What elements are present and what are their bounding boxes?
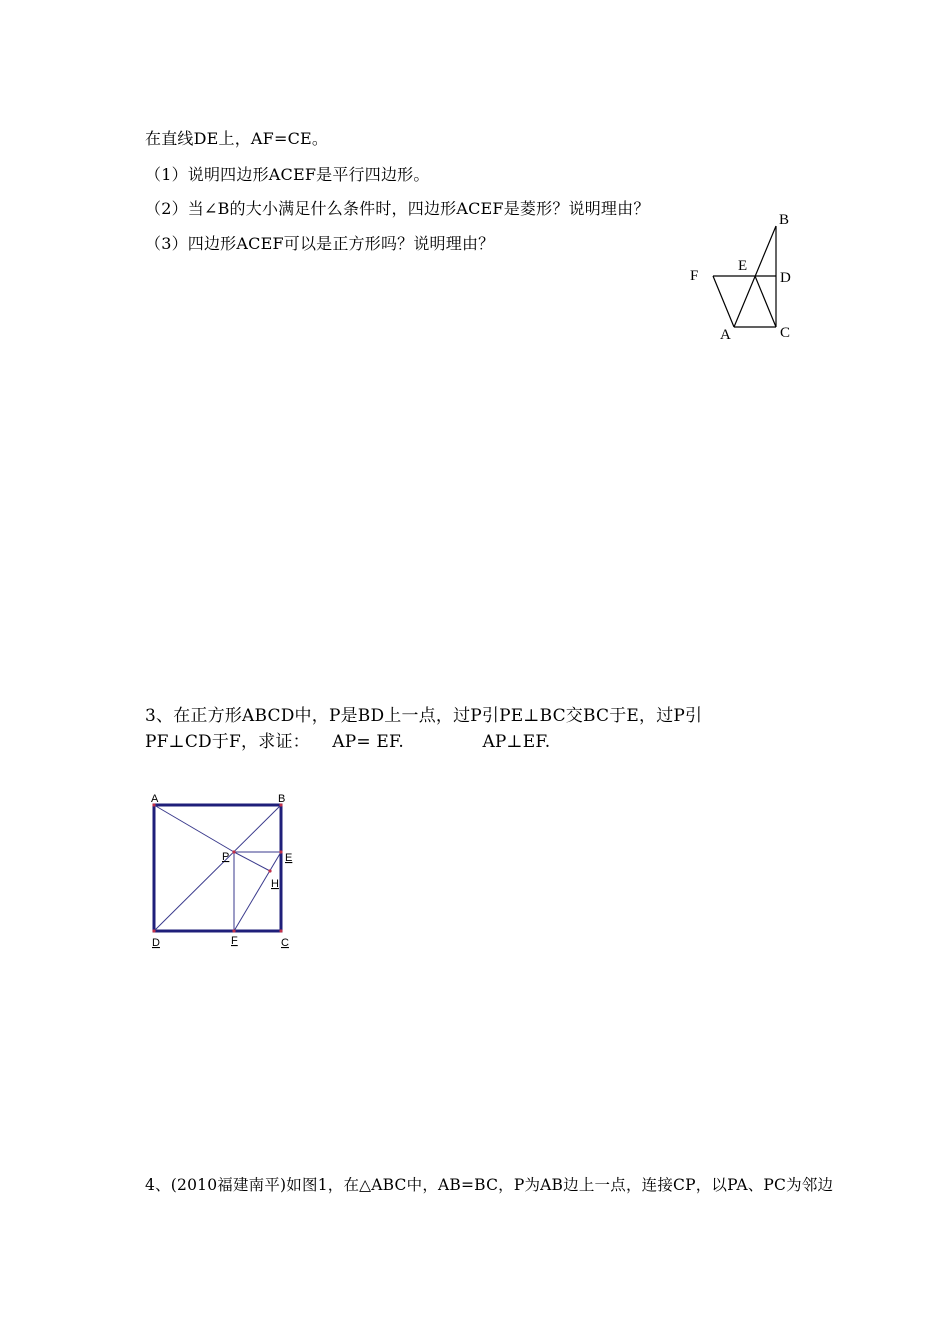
label-p: P xyxy=(222,851,230,863)
point-p xyxy=(232,850,235,853)
point-d xyxy=(152,929,155,932)
label-e: E xyxy=(738,258,748,274)
problem2-question-1: （1）说明四边形ACEF是平行四边形。 xyxy=(145,165,430,184)
label-d: D xyxy=(780,270,791,286)
segment-ap xyxy=(154,805,234,852)
problem3-figure xyxy=(140,785,310,955)
label-b: B xyxy=(779,212,790,228)
problem2-statement: 在直线DE上，AF=CE。 xyxy=(145,129,329,148)
problem2-figure xyxy=(680,205,800,345)
label-e: E xyxy=(285,852,293,864)
problem3-statement-line1: 3、在正方形ABCD中，P是BD上一点，过P引PE⊥BC交BC于E，过P引 xyxy=(145,706,703,726)
label-c: C xyxy=(780,325,791,341)
segment-fa xyxy=(713,276,734,327)
problem2-question-3: （3）四边形ACEF可以是正方形吗？说明理由？ xyxy=(145,234,495,253)
segment-ph xyxy=(234,852,270,871)
problem2-question-2: （2）当∠B的大小满足什么条件时，四边形ACEF是菱形？说明理由？ xyxy=(145,199,650,218)
problem3-statement-line2: PF⊥CD于F，求证： AP= EF. AP⊥EF. xyxy=(145,732,551,752)
point-c xyxy=(279,929,282,932)
segment-ec xyxy=(755,276,776,327)
point-f xyxy=(232,929,235,932)
point-e xyxy=(279,850,282,853)
diagonal-bd xyxy=(154,805,281,931)
label-a: A xyxy=(720,327,731,343)
label-a: A xyxy=(151,793,159,805)
problem4-statement-line1: 4、(2010福建南平)如图1，在△ABC中，AB=BC，P为AB边上一点，连接CP，以PA、PC为邻边 xyxy=(145,1176,834,1194)
label-f: F xyxy=(231,935,238,947)
label-h: H xyxy=(271,878,279,890)
label-d: D xyxy=(152,937,160,949)
label-f: F xyxy=(690,268,699,284)
label-b: B xyxy=(278,793,286,805)
point-h xyxy=(268,869,271,872)
label-c: C xyxy=(281,937,289,949)
